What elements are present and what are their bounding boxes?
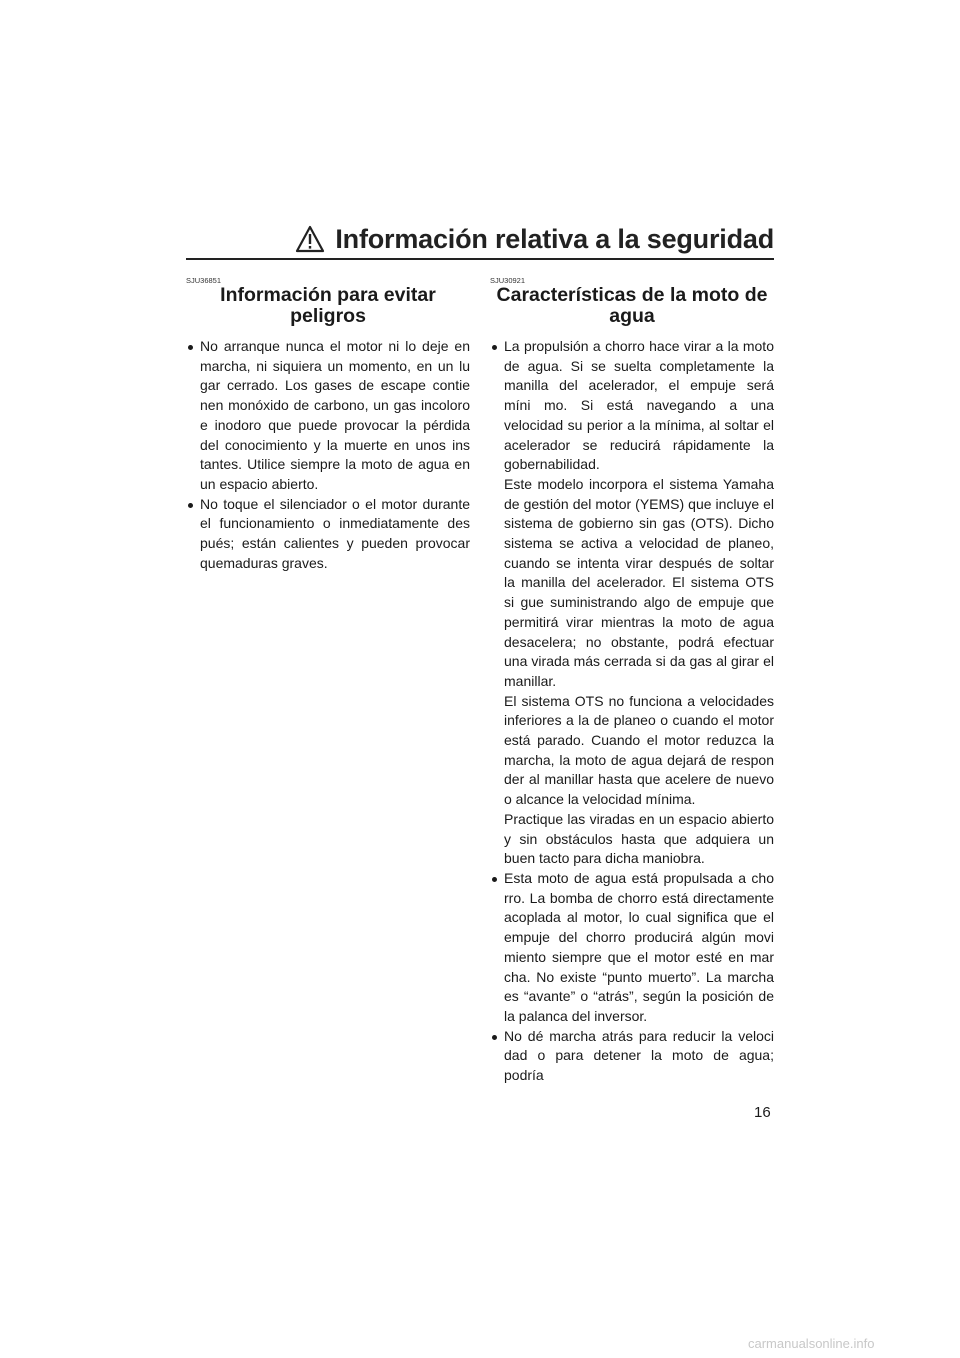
text-line: marcha, ni siquiera un momento, en un lu — [200, 357, 470, 374]
text-line: cuando se intenta virar después de soltar la — [504, 554, 774, 591]
text-line: el funcionamiento o inmediatamente des — [200, 515, 470, 532]
text-line: tantes. Utilice siempre la moto de agua en — [200, 456, 470, 473]
text-line: manillar. — [504, 672, 557, 689]
text-line: una virada más cerrada si da gas al girar el — [504, 653, 774, 670]
warning-triangle-icon — [295, 225, 325, 253]
bullet-item — [490, 337, 774, 869]
paragraph — [504, 475, 774, 692]
paragraph — [504, 869, 774, 1027]
text-line: sistema se activa a velocidad de planeo, — [504, 535, 774, 552]
text-line: Este modelo incorpora el sistema Yamaha — [504, 475, 774, 492]
text-line: No dé marcha atrás para reducir la veloci — [504, 1027, 774, 1044]
text-line: manilla del acelerador. El sistema OTS si — [504, 574, 775, 611]
text-line: nen monóxido de carbono, un gas incoloro — [200, 397, 470, 414]
section-title-line: Características de la moto de — [496, 284, 768, 306]
paragraph — [504, 1027, 774, 1086]
section-title — [490, 285, 774, 327]
text-line: pués; están calientes y pueden provocar — [200, 535, 470, 552]
text-line: der al manillar hasta que acelere de nuevo — [504, 771, 774, 788]
text-line: permitirá virar mientras la moto de agua — [504, 613, 774, 630]
text-line: miento siempre que el motor esté en mar — [504, 948, 774, 965]
text-line: El sistema OTS no funciona a velocidades — [504, 692, 774, 709]
section-code: SJU30921 — [490, 276, 526, 285]
watermark: carmanualsonline.info — [748, 1336, 875, 1351]
text-line: Esta moto de agua está propulsada a cho — [504, 869, 774, 886]
text-line: acoplada al motor, lo cual significa que el — [504, 909, 774, 926]
bullet-list — [186, 337, 470, 573]
text-line: La propulsión a chorro hace virar a la moto — [504, 338, 774, 354]
section-title — [186, 285, 470, 327]
page-header — [186, 222, 774, 256]
text-line: cha. No existe “punto muerto”. La marcha — [504, 968, 774, 985]
text-line: de gestión del motor (YEMS) que incluye el — [504, 495, 774, 512]
page-number: 16 — [754, 1104, 771, 1121]
text-line: empuje del chorro producirá algún movi — [504, 929, 774, 946]
paragraph — [504, 337, 774, 475]
paragraph — [200, 337, 470, 495]
text-line: un espacio abierto. — [200, 475, 319, 492]
text-line: mo. Si está navegando a una velocidad su — [504, 397, 774, 433]
text-line: reducirá rápidamente la gobernabilidad. — [504, 436, 774, 473]
paragraph — [504, 810, 774, 869]
bullet-item — [490, 869, 774, 1027]
bullet-item — [186, 337, 470, 495]
section-title-line: Información para evitar — [220, 284, 436, 306]
left-column — [186, 276, 470, 573]
text-line: la palanca del inversor. — [504, 1007, 648, 1024]
text-line: e inodoro que puede provocar la pérdida — [200, 416, 470, 433]
right-column — [490, 276, 774, 1086]
text-line: No arranque nunca el motor ni lo deje en — [200, 338, 470, 354]
text-line: buen tacto para dicha maniobra. — [504, 850, 705, 867]
text-line: marcha, la moto de agua dejará de respon — [504, 751, 774, 768]
text-line: sistema de gobierno sin gas (OTS). Dicho — [504, 515, 774, 532]
bullet-list — [490, 337, 774, 1086]
text-line: manilla del acelerador, el empuje será míni — [504, 377, 774, 414]
text-line: de agua. Si se suelta completamente la — [504, 357, 774, 374]
text-line: No toque el silenciador o el motor durante — [200, 495, 470, 512]
header-rule — [186, 258, 774, 260]
bullet-item — [186, 495, 470, 574]
text-line: gue suministrando algo de empuje que — [520, 594, 774, 611]
section-title-line: peligros — [290, 305, 366, 327]
text-line: o alcance la velocidad mínima. — [504, 791, 696, 808]
paragraph — [504, 692, 774, 810]
text-line: y sin obstáculos hasta que adquiera un — [504, 830, 774, 847]
text-line: perior a la mínima, al soltar el acelerador se — [504, 416, 775, 453]
text-line: rro. La bomba de chorro está directamente — [504, 889, 774, 906]
section-code: SJU36851 — [186, 276, 222, 285]
text-line: quemaduras graves. — [200, 554, 328, 571]
section-title-line: agua — [609, 305, 655, 327]
bullet-item — [490, 1027, 774, 1086]
text-line: inferiores a la de planeo o cuando el motor — [504, 712, 774, 729]
text-line: es “avante” o “atrás”, según la posición de — [504, 988, 774, 1005]
text-line: dad o para detener la moto de agua; podría — [504, 1047, 774, 1084]
text-line: desacelera; no obstante, podrá efectuar — [504, 633, 774, 650]
paragraph — [200, 495, 470, 574]
header-title: Información relativa a la seguridad — [335, 223, 774, 254]
text-line: está parado. Cuando el motor reduzca la — [504, 732, 774, 749]
text-line: del conocimiento y la muerte en unos ins — [200, 436, 470, 453]
text-line: Practique las viradas en un espacio abierto — [504, 810, 774, 827]
text-line: gar cerrado. Los gases de escape contie — [200, 377, 470, 394]
